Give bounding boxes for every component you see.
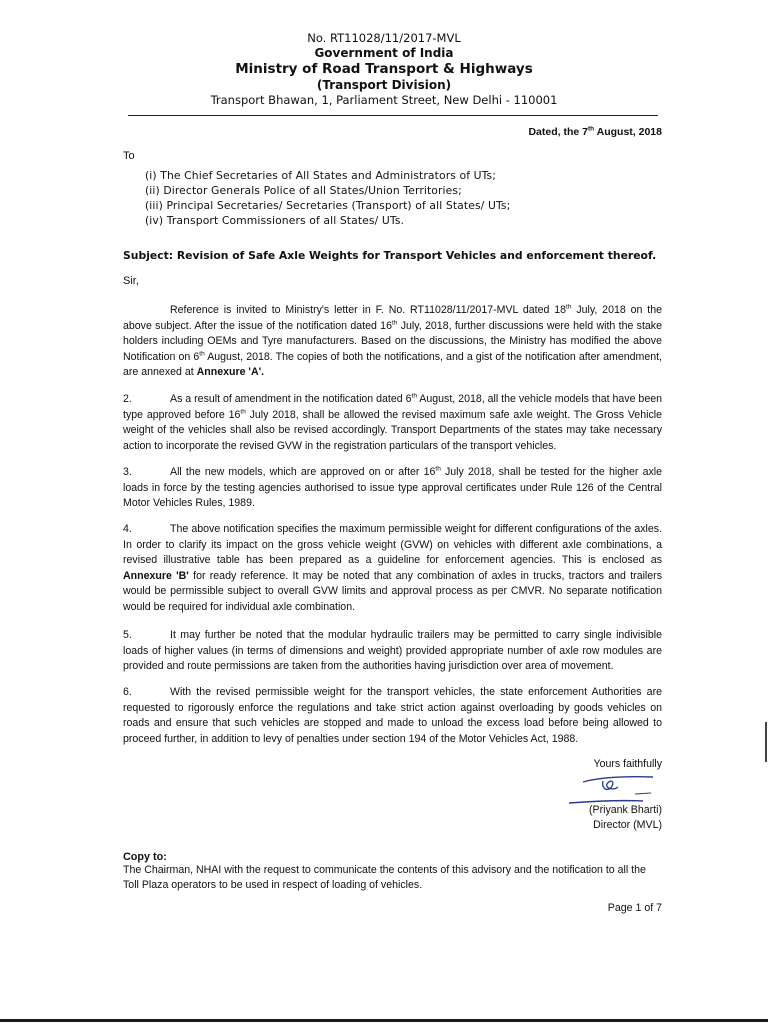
government-heading: Government of India — [314, 46, 454, 60]
copy-to-text: The Chairman, NHAI with the request to communicate the contents of this advisory and the notification to all the Toll Plaza operators to be used in respect of loading of vehicles. — [123, 864, 646, 891]
addressee-item: (iii) Principal Secretaries/ Secretaries (Transport) of all States/ UTs; — [145, 199, 511, 212]
addressee-item: (i) The Chief Secretaries of All States and Administrators of UTs; — [145, 169, 496, 182]
subject-line: Subject: Revision of Safe Axle Weights for Transport Vehicles and enforcement thereof. — [123, 249, 657, 262]
copy-to-label: Copy to: — [123, 851, 167, 863]
paragraph-6: 6. With the revised permissible weight for the transport vehicles, the state enforcement Authorities are requested to rigorously enforce the regulations and take strict action against overloading by goods vehicles on roads and ensure that such vehicles are stopped and made to unload the excess load before being allowed to proceed further, in addition to levy of penalties under section 194 of the Motor Vehicles Act, 1988. — [123, 686, 662, 745]
annexure-a-reference: Annexure 'A'. — [196, 366, 265, 379]
to-label: To — [123, 150, 135, 162]
header-divider — [128, 115, 658, 116]
paragraph-1: Reference is invited to Ministry's letter in F. No. RT11028/11/2017-MVL dated 18th July, 2018 on the above subject. After the issue of the notification dated 16th July, 2018, further discussions were held with the stake holders including OEMs and Tyre manufacturers. Based on the discussions, the Ministry has modified the above Notification on 6th August, 2018. The copies of both the notifications, and a gist of the notification after amendment, are annexed at Annexure 'A'. — [123, 303, 663, 379]
division-heading: (Transport Division) — [316, 78, 452, 92]
office-address: Transport Bhawan, 1, Parliament Street, New Delhi - 110001 — [210, 93, 558, 107]
reference-number: No. RT11028/11/2017-MVL — [307, 31, 461, 45]
annexure-b-reference: Annexure 'B' — [123, 569, 189, 582]
letter-date: Dated, the 7th August, 2018 — [528, 125, 662, 138]
paragraph-4: 4. The above notification specifies the maximum permissible weight for different configurations of the axles. In order to clarify its impact on the gross vehicle weight (GVW) on vehicles with different axle combinations, a revised illustrative table has been prepared as a guideline for enforcement agencies. This is enclosed as Annexure 'B' for ready reference. It may be noted that any combination of axles in trucks, tractors and trailers would be permissible subject to overall GVW limits and approval process as per CMVR. No separate notification would be required for individual axle combination. — [123, 523, 663, 613]
page-number: Page 1 of 7 — [607, 902, 662, 914]
scan-edge-mark — [765, 722, 767, 762]
signatory-name: (Priyank Bharti) — [589, 804, 662, 816]
scan-bottom-edge — [0, 1019, 768, 1022]
addressee-item: (iv) Transport Commissioners of all States/ UTs. — [145, 214, 405, 227]
paragraph-2: 2. As a result of amendment in the notification dated 6th August, 2018, all the vehicle models that have been type approved before 16th July 2018, shall be allowed the revised maximum safe axle weight. The Gross Vehicle weight of the vehicles shall also be revised accordingly. Transport Departments of the states may take necessary action to incorporate the revised GVW in the registration particulars of the transport vehicles. — [123, 392, 662, 452]
addressee-list — [145, 168, 510, 228]
closing-line: Yours faithfully — [593, 758, 662, 770]
signatory-title: Director (MVL) — [593, 819, 662, 831]
paragraph-5: 5. It may further be noted that the modular hydraulic trailers may be permitted to carry single indivisible loads of higher values (in terms of dimensions and weight) provided appropriate number of axle row modules are provided and route permissions are taken from the authorities having jurisdiction over area of movement. — [123, 629, 662, 673]
salutation: Sir, — [123, 275, 139, 287]
ministry-heading: Ministry of Road Transport & Highways — [235, 61, 533, 77]
signatory-block — [589, 803, 662, 833]
addressee-item: (ii) Director Generals Police of all States/Union Territories; — [145, 184, 462, 197]
paragraph-3: 3. All the new models, which are approved on or after 16th July 2018, shall be tested for the higher axle loads in force by the testing agencies authorised to issue type approval certificates under Rule 126 of the Central Motor Vehicles Rules, 1989. — [123, 465, 662, 510]
